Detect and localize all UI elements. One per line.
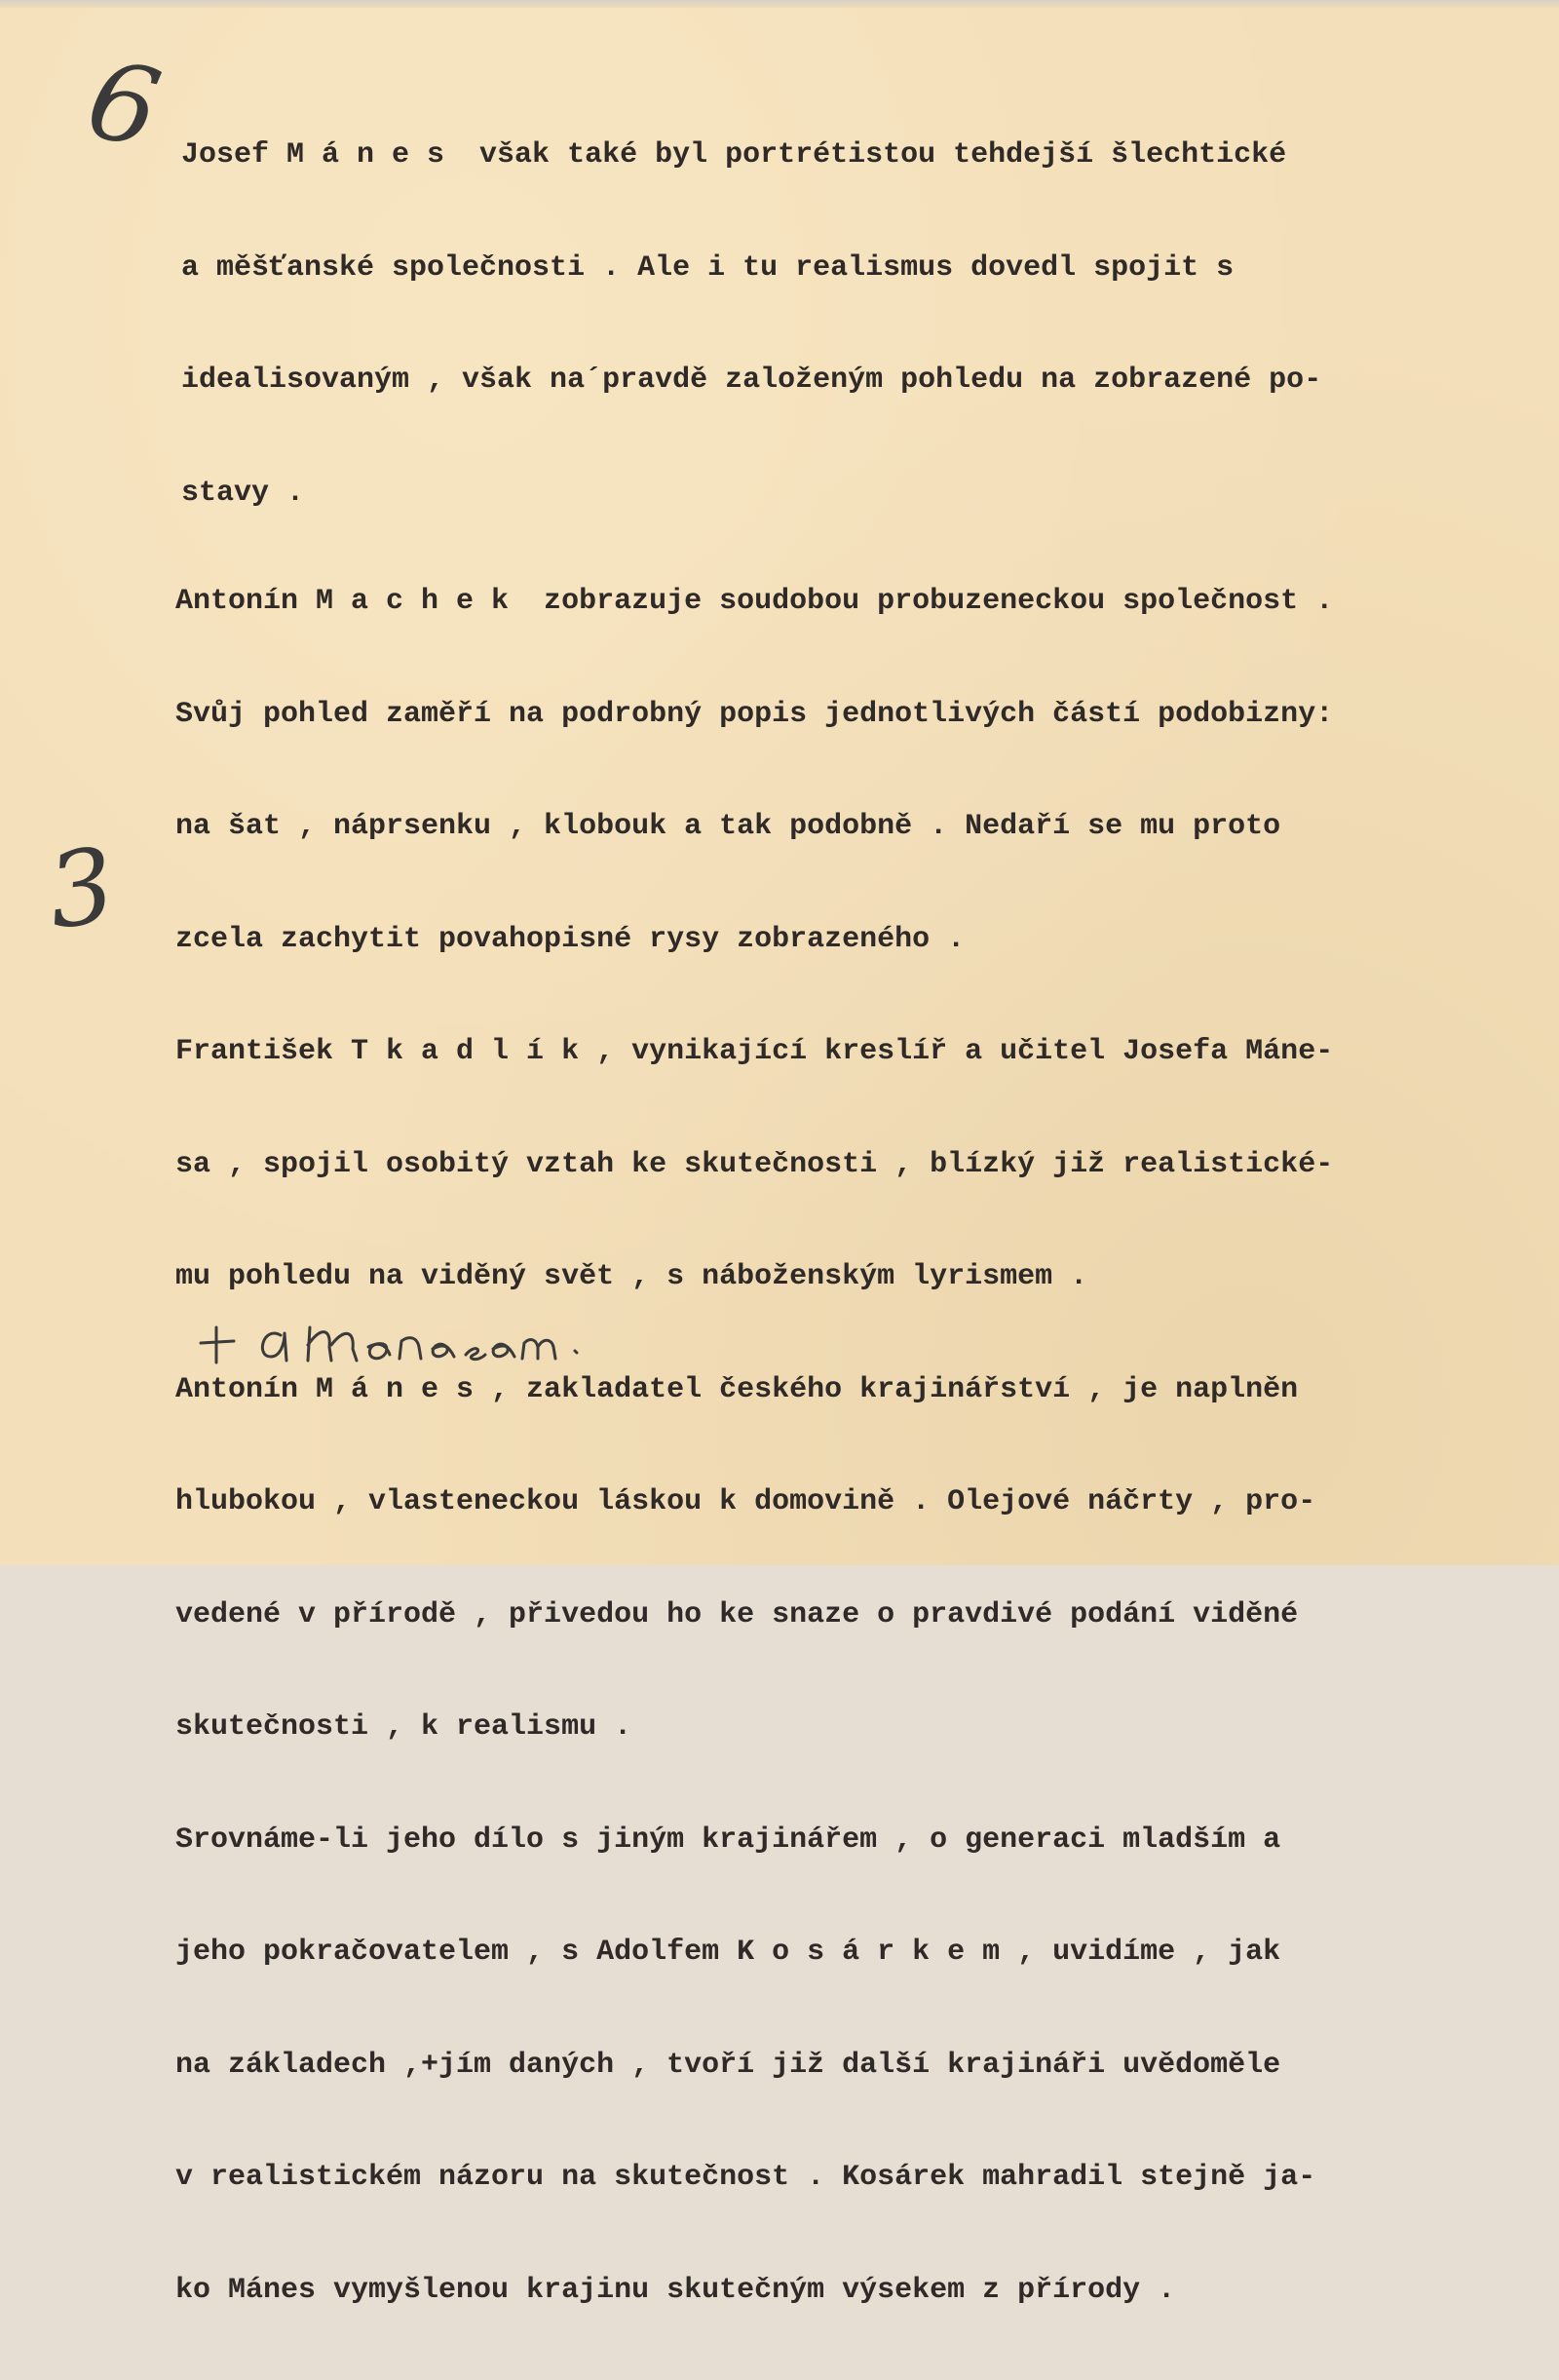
text-line: Antonín M á n e s , zakladatel českého krajinářství , je naplněn	[175, 1372, 1299, 1406]
text-line: Svůj pohled zaměří na podrobný popis jednotlivých částí podobizny:	[175, 697, 1334, 731]
text-line: v realistickém názoru na skutečnost . Kosárek mahradil stejně ja-	[175, 2161, 1316, 2194]
text-line: hlubokou , vlasteneckou láskou k domovině . Olejové náčrty , pro-	[175, 1485, 1316, 1518]
text-line: ko Mánes vymyšlenou krajinu skutečným výsekem z přírody .	[175, 2273, 1176, 2307]
text-line: stavy .	[181, 476, 305, 510]
text-line: Josef M á n e s však také byl portrétistou tehdejší šlechtické	[181, 138, 1287, 172]
text-line: vedené v přírodě , přivedou ho ke snaze o pravdivé podání viděné	[175, 1597, 1299, 1631]
typed-paragraph-1	[181, 66, 1321, 583]
page-top-edge	[0, 0, 1559, 8]
text-line: na základech ,+jím daných , tvoří již další krajináři uvědoměle	[175, 2048, 1281, 2082]
text-line: zcela zachytit povahopisné rysy zobrazeného .	[175, 922, 966, 956]
text-line: Antonín M a c h e k zobrazuje soudobou probuzeneckou společnost .	[175, 585, 1334, 618]
handwritten-margin-number-6: 6	[77, 36, 171, 173]
text-line: na šat , náprsenku , klobouk a tak podobně . Nedaří se mu proto	[175, 810, 1281, 843]
text-line: a měšťanské společnosti . Ale i tu realismus dovedl spojit s	[181, 250, 1235, 285]
text-line: idealisovaným , však na´pravdě založeným pohledu na zobrazené po-	[181, 364, 1322, 397]
text-line: František T k a d l í k , vynikající kreslíř a učitel Josefa Máne-	[175, 1035, 1334, 1068]
text-line: Srovnáme-li jeho dílo s jiným krajinářem , o generaci mladším a	[175, 1823, 1281, 1857]
typed-paragraph-2	[175, 513, 1333, 2380]
text-line: skutečnosti , k realismu .	[175, 1710, 632, 1744]
handwritten-note-a-manesem	[195, 1306, 604, 1374]
text-line: jeho pokračovatelem , s Adolfem K o s á r k e m , uvidíme , jak	[175, 1936, 1281, 1969]
handwritten-margin-number-3: 3	[40, 825, 122, 953]
text-line: mu pohledu na viděný svět , s náboženským lyrismem .	[175, 1260, 1088, 1293]
text-line: sa , spojil osobitý vztah ke skutečnosti , blízký již realistické-	[175, 1147, 1334, 1181]
